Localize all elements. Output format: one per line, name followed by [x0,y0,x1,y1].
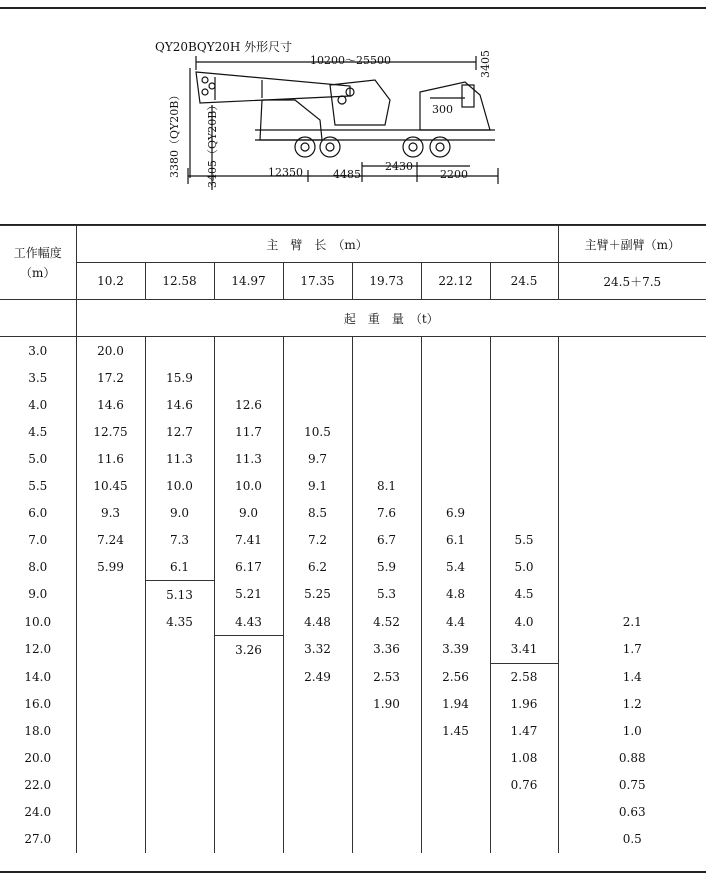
crane-drawing [0,0,706,200]
boom-length-4: 17.35 [283,263,352,300]
capacity-cell: 5.99 [76,553,145,581]
jib-header: 主臂＋副臂（m） [558,226,706,263]
capacity-cell: 2.1 [558,608,706,636]
work-radius-value: 22.0 [0,772,76,799]
capacity-cell [558,445,706,472]
boom-length-7: 24.5 [490,263,558,300]
capacity-cell: 11.7 [214,418,283,445]
capacity-cell [283,826,352,853]
capacity-cell: 6.9 [421,499,490,526]
capacity-cell [76,799,145,826]
work-radius-header: 工作幅度 （m） [0,226,76,300]
table-row [0,526,706,553]
capacity-cell: 7.24 [76,526,145,553]
capacity-cell [352,799,421,826]
capacity-cell: 3.41 [490,636,558,664]
capacity-cell: 5.13 [145,581,214,609]
capacity-cell [76,581,145,609]
capacity-cell [145,337,214,365]
capacity-cell [214,718,283,745]
table-row [0,608,706,636]
work-radius-value: 14.0 [0,663,76,691]
capacity-cell: 6.1 [145,553,214,581]
capacity-cell [421,799,490,826]
capacity-cell: 1.2 [558,691,706,718]
capacity-cell [283,772,352,799]
capacity-cell [352,364,421,391]
capacity-cell [145,745,214,772]
capacity-cell: 5.9 [352,553,421,581]
work-radius-value: 9.0 [0,581,76,609]
capacity-cell: 8.1 [352,472,421,499]
capacity-cell: 12.6 [214,391,283,418]
table-row [0,472,706,499]
capacity-cell [558,391,706,418]
capacity-cell: 4.0 [490,608,558,636]
capacity-cell: 12.7 [145,418,214,445]
capacity-cell: 1.90 [352,691,421,718]
capacity-cell: 2.53 [352,663,421,691]
capacity-cell: 3.39 [421,636,490,664]
table-row [0,581,706,609]
capacity-cell [145,799,214,826]
table-row [0,772,706,799]
dim-bottom-4: 2200 [440,168,468,181]
dim-bottom-1: 12350 [268,166,303,179]
capacity-cell: 1.96 [490,691,558,718]
work-radius-value: 4.0 [0,391,76,418]
capacity-cell [558,418,706,445]
capacity-cell [421,445,490,472]
capacity-cell [352,391,421,418]
table-row [0,391,706,418]
capacity-cell [352,445,421,472]
capacity-cell [352,826,421,853]
capacity-cell: 7.6 [352,499,421,526]
capacity-cell [145,663,214,691]
capacity-cell: 10.5 [283,418,352,445]
capacity-cell [283,337,352,365]
blank-cell [0,300,76,337]
work-radius-value: 7.0 [0,526,76,553]
capacity-cell: 5.25 [283,581,352,609]
work-radius-value: 3.5 [0,364,76,391]
capacity-cell [490,799,558,826]
capacity-cell: 12.75 [76,418,145,445]
capacity-cell [490,337,558,365]
work-radius-value: 3.0 [0,337,76,365]
capacity-cell: 10.0 [214,472,283,499]
capacity-cell [76,718,145,745]
capacity-cell [421,772,490,799]
capacity-cell [145,691,214,718]
capacity-cell: 2.56 [421,663,490,691]
capacity-cell: 10.0 [145,472,214,499]
work-radius-value: 24.0 [0,799,76,826]
capacity-cell [214,745,283,772]
capacity-cell: 5.5 [490,526,558,553]
table-row [0,553,706,581]
capacity-cell [283,364,352,391]
capacity-cell: 2.58 [490,663,558,691]
capacity-cell [76,636,145,664]
dim-cab: 300 [432,103,453,116]
capacity-cell [490,391,558,418]
table-row [0,337,706,365]
capacity-cell: 3.32 [283,636,352,664]
boom-length-6: 22.12 [421,263,490,300]
capacity-cell [214,337,283,365]
dim-right: 3405 [479,50,492,78]
capacity-cell [490,826,558,853]
capacity-cell [421,826,490,853]
capacity-cell: 1.08 [490,745,558,772]
capacity-cell [421,472,490,499]
capacity-cell [490,472,558,499]
table-row [0,663,706,691]
capacity-cell [283,391,352,418]
work-radius-value: 4.5 [0,418,76,445]
capacity-cell: 1.47 [490,718,558,745]
boom-length-5: 19.73 [352,263,421,300]
figure-title: QY20BQY20H 外形尺寸 [155,40,293,54]
capacity-cell: 17.2 [76,364,145,391]
capacity-cell [558,337,706,365]
capacity-cell: 5.3 [352,581,421,609]
capacity-cell: 9.0 [145,499,214,526]
capacity-cell: 9.3 [76,499,145,526]
capacity-cell: 11.3 [145,445,214,472]
capacity-cell [283,745,352,772]
capacity-cell [558,472,706,499]
capacity-cell: 0.63 [558,799,706,826]
capacity-cell [76,608,145,636]
capacity-cell: 1.45 [421,718,490,745]
capacity-cell: 4.35 [145,608,214,636]
capacity-cell: 7.3 [145,526,214,553]
capacity-cell: 6.1 [421,526,490,553]
dim-left-1: 3380（QY20B） [168,89,181,178]
table-body [0,337,706,853]
capacity-cell: 1.94 [421,691,490,718]
dim-top: 10200～25500 [310,54,391,67]
capacity-cell [283,691,352,718]
capacity-cell: 11.6 [76,445,145,472]
capacity-cell: 4.52 [352,608,421,636]
work-radius-value: 10.0 [0,608,76,636]
capacity-cell: 9.1 [283,472,352,499]
capacity-cell: 4.4 [421,608,490,636]
capacity-cell [490,364,558,391]
capacity-cell: 5.21 [214,581,283,609]
capacity-cell [76,826,145,853]
capacity-cell [214,826,283,853]
capacity-cell: 1.0 [558,718,706,745]
work-radius-value: 16.0 [0,691,76,718]
capacity-cell [145,772,214,799]
capacity-cell: 10.45 [76,472,145,499]
work-radius-value: 5.5 [0,472,76,499]
work-radius-value: 8.0 [0,553,76,581]
capacity-cell [145,636,214,664]
table-row [0,826,706,853]
capacity-cell [76,691,145,718]
capacity-cell [421,391,490,418]
capacity-cell [352,745,421,772]
capacity-cell [76,663,145,691]
capacity-cell [558,581,706,609]
capacity-cell [352,772,421,799]
capacity-cell [352,337,421,365]
capacity-cell: 20.0 [76,337,145,365]
capacity-cell [76,745,145,772]
boom-length-1: 10.2 [76,263,145,300]
capacity-cell [558,364,706,391]
table-row [0,418,706,445]
capacity-cell: 6.7 [352,526,421,553]
work-radius-value: 18.0 [0,718,76,745]
capacity-cell: 4.8 [421,581,490,609]
capacity-cell: 7.41 [214,526,283,553]
boom-length-jib: 24.5＋7.5 [558,263,706,300]
dim-bottom-3: 2430 [385,160,413,173]
capacity-cell: 0.75 [558,772,706,799]
capacity-cell: 15.9 [145,364,214,391]
table-row [0,745,706,772]
capacity-cell [214,691,283,718]
capacity-cell [490,445,558,472]
capacity-cell [145,826,214,853]
table-row [0,499,706,526]
capacity-cell: 0.76 [490,772,558,799]
table-row [0,364,706,391]
table-row [0,799,706,826]
capacity-cell [421,337,490,365]
capacity-cell: 14.6 [145,391,214,418]
capacity-cell: 4.43 [214,608,283,636]
dim-bottom-2: 4485 [333,168,361,181]
capacity-cell [421,418,490,445]
lifting-capacity-header: 起 重 量 （t） [76,300,706,337]
boom-length-2: 12.58 [145,263,214,300]
capacity-cell: 0.88 [558,745,706,772]
capacity-cell [352,718,421,745]
capacity-cell: 9.0 [214,499,283,526]
capacity-cell: 3.26 [214,636,283,664]
capacity-cell [421,745,490,772]
boom-length-3: 14.97 [214,263,283,300]
capacity-cell: 14.6 [76,391,145,418]
table-row [0,691,706,718]
capacity-cell: 6.17 [214,553,283,581]
capacity-cell [214,364,283,391]
capacity-cell [283,799,352,826]
capacity-cell [490,499,558,526]
capacity-cell: 3.36 [352,636,421,664]
capacity-cell [283,718,352,745]
load-chart-table [0,225,706,853]
capacity-cell: 4.48 [283,608,352,636]
capacity-cell [214,772,283,799]
table-row [0,636,706,664]
capacity-cell: 2.49 [283,663,352,691]
work-radius-value: 27.0 [0,826,76,853]
capacity-cell: 4.5 [490,581,558,609]
capacity-cell: 1.4 [558,663,706,691]
capacity-cell: 0.5 [558,826,706,853]
table-row [0,718,706,745]
capacity-cell [421,364,490,391]
capacity-cell [558,553,706,581]
dim-left-2: 3405（QY20B） [206,99,219,188]
work-radius-value: 20.0 [0,745,76,772]
main-boom-header: 主 臂 长 （m） [76,226,558,263]
work-radius-value: 5.0 [0,445,76,472]
capacity-cell [558,499,706,526]
capacity-cell: 11.3 [214,445,283,472]
work-radius-value: 6.0 [0,499,76,526]
capacity-cell: 1.7 [558,636,706,664]
capacity-cell [76,772,145,799]
capacity-cell: 5.0 [490,553,558,581]
capacity-cell [558,526,706,553]
capacity-cell [352,418,421,445]
capacity-cell: 5.4 [421,553,490,581]
capacity-cell [214,663,283,691]
capacity-cell: 8.5 [283,499,352,526]
capacity-cell: 7.2 [283,526,352,553]
work-radius-value: 12.0 [0,636,76,664]
capacity-cell: 9.7 [283,445,352,472]
capacity-cell: 6.2 [283,553,352,581]
capacity-cell [490,418,558,445]
capacity-cell [214,799,283,826]
bottom-rule [0,871,706,873]
table-row [0,445,706,472]
capacity-cell [145,718,214,745]
